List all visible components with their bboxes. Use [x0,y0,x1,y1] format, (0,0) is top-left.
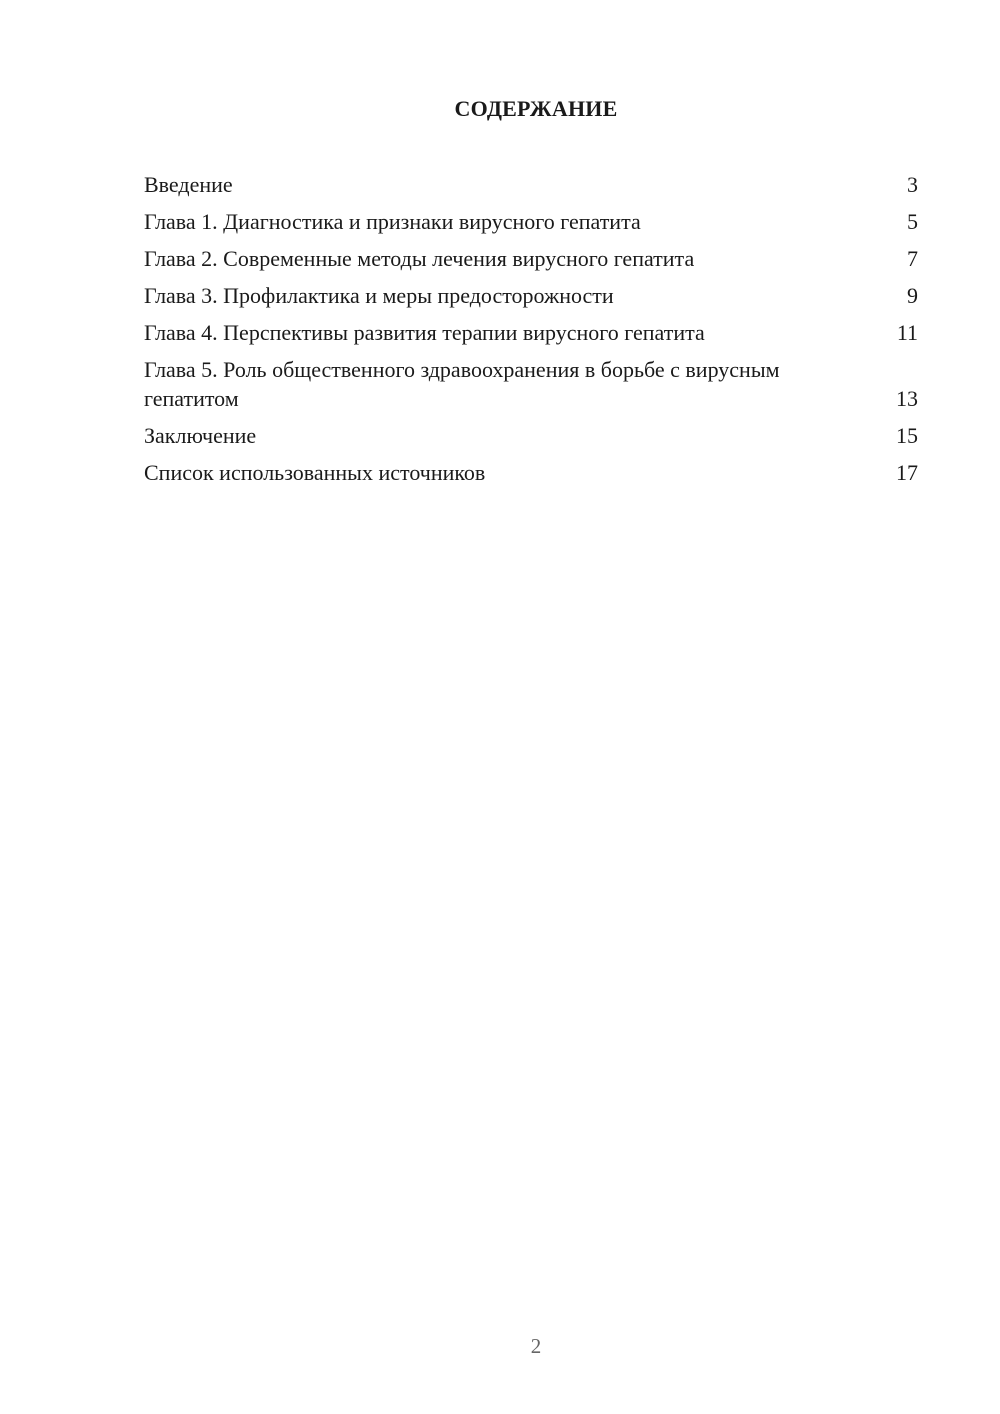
toc-item-references[interactable] [144,458,918,487]
toc-item-text: Введение [144,172,233,197]
toc-item-chapter-4[interactable] [144,318,918,347]
toc-item-conclusion[interactable] [144,421,918,450]
toc-item-text: Список использованных источников [144,460,486,485]
toc-item-text: Глава 1. Диагностика и признаки вирусного гепатита [144,209,641,234]
toc-item-chapter-3[interactable] [144,281,918,310]
toc-title: СОДЕРЖАНИЕ [454,96,618,121]
toc-item-text: Глава 3. Профилактика и меры предосторожности [144,283,614,308]
toc-item-chapter-2[interactable] [144,244,918,273]
toc-item-page: 11 [896,320,918,345]
toc-item-page: 5 [907,209,918,234]
toc-item-page: 13 [896,386,918,411]
toc-item-introduction[interactable] [144,170,918,199]
toc-item-text: Заключение [144,423,257,448]
page-number: 2 [530,1334,542,1358]
toc-item-text: Глава 2. Современные методы лечения вирусного гепатита [144,246,695,271]
toc-item-page: 3 [907,172,918,197]
toc-item-page: 17 [896,460,918,485]
toc-item-chapter-1[interactable] [144,207,918,236]
toc-item-page: 7 [907,246,918,271]
toc-item-text: Глава 5. Роль общественного здравоохранения в борьбе с вирусным гепатитом [144,357,780,411]
toc-item-text: Глава 4. Перспективы развития терапии вирусного гепатита [144,320,705,345]
table-of-contents [144,170,918,495]
toc-item-chapter-5[interactable] [144,355,918,413]
toc-item-page: 15 [896,423,918,448]
toc-item-page: 9 [907,283,918,308]
